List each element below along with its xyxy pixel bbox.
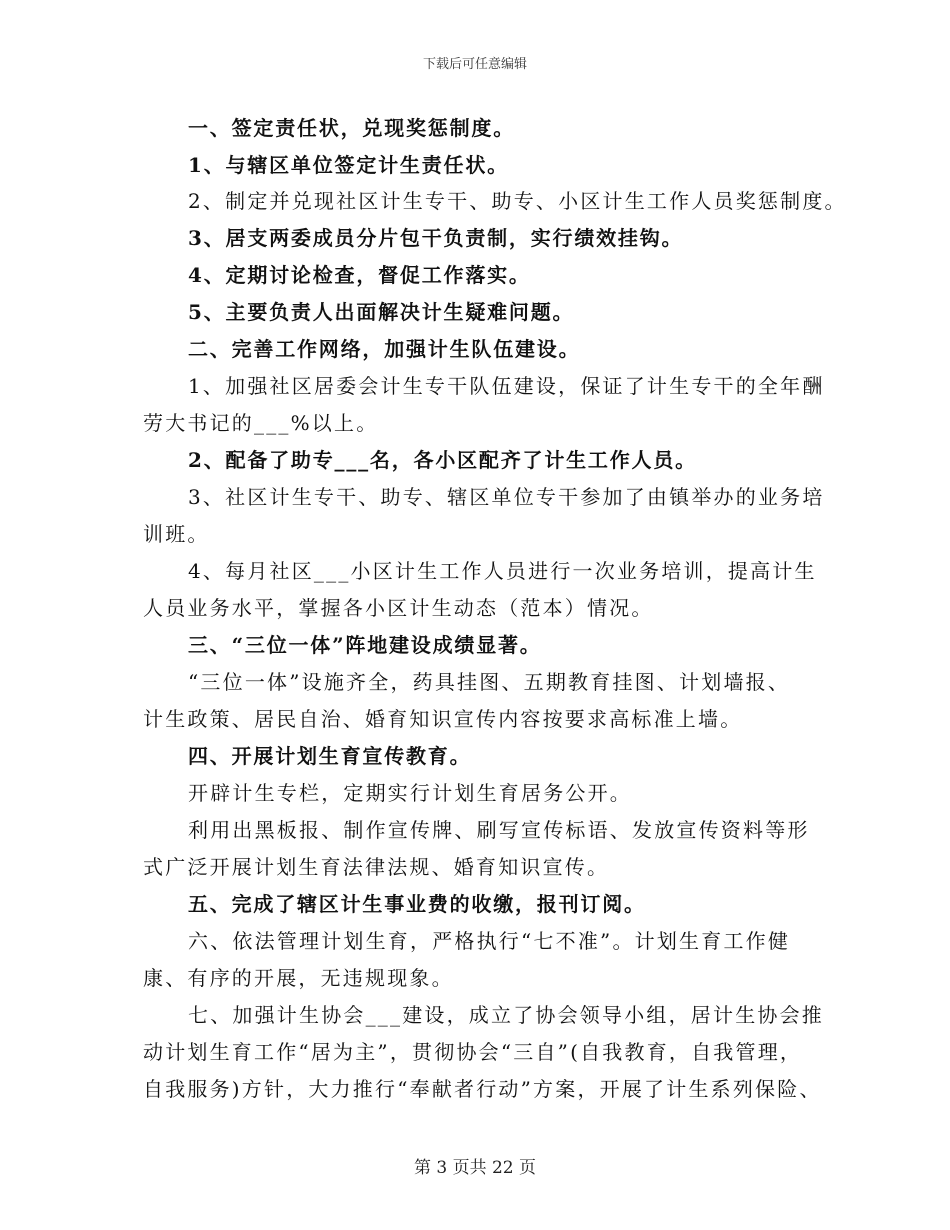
section-heading-3: 三、“三位一体”阵地建设成绩显著。	[188, 633, 542, 657]
paragraph-line: 5、主要负责人出面解决计生疑难问题。	[188, 300, 575, 324]
paragraph-line: 动计划生育工作“居为主”，贯彻协会“三自”(自我教育，自我管理，	[143, 1040, 803, 1064]
section-heading-6: 六、依法管理计划生育，严格执行“七不准”。计划生育工作健	[188, 929, 791, 953]
paragraph-line: 训班。	[143, 522, 210, 546]
paragraph-line: 3、社区计生专干、助专、辖区单位专干参加了由镇举办的业务培	[188, 485, 825, 509]
section-heading-7: 七、加强计生协会___建设，成立了协会领导小组，居计生协会推	[188, 1003, 824, 1027]
paragraph-line: 3、居支两委成员分片包干负责制，实行绩效挂钩。	[188, 226, 684, 250]
section-heading-1: 一、签定责任状，兑现奖惩制度。	[188, 116, 515, 140]
section-heading-2: 二、完善工作网络，加强计生队伍建设。	[188, 337, 581, 361]
paragraph-line: 利用出黑板报、制作宣传牌、刷写宣传标语、发放宣传资料等形	[188, 818, 810, 842]
paragraph-line: 4、每月社区___小区计生工作人员进行一次业务培训，提高计生	[188, 559, 817, 583]
section-heading-5: 五、完成了辖区计生事业费的收缴，报刊订阅。	[188, 892, 646, 916]
paragraph-line: 人员业务水平，掌握各小区计生动态（范本）情况。	[143, 596, 654, 620]
paragraph-line: 式广泛开展计划生育法律法规、婚育知识宣传。	[143, 855, 610, 879]
paragraph-line: 4、定期讨论检查，督促工作落实。	[188, 263, 531, 287]
paragraph-line: 自我服务)方针，大力推行“奉献者行动”方案，开展了计生系列保险、	[143, 1077, 822, 1101]
paragraph-line: “三位一体”设施齐全，药具挂图、五期教育挂图、计划墙报、	[188, 670, 791, 694]
page-header-note: 下载后可任意编辑	[422, 57, 527, 72]
paragraph-line: 计生政策、居民自治、婚育知识宣传内容按要求高标准上墙。	[143, 707, 743, 731]
page-number: 第 3 页共 22 页	[413, 1158, 537, 1178]
paragraph-line: 2、制定并兑现社区计生专干、助专、小区计生工作人员奖惩制度。	[188, 189, 847, 213]
section-heading-4: 四、开展计划生育宣传教育。	[188, 744, 472, 768]
paragraph-line: 1、加强社区居委会计生专干队伍建设，保证了计生专干的全年酬	[188, 374, 825, 398]
paragraph-line: 劳大书记的___%以上。	[143, 411, 379, 435]
paragraph-line: 开辟计生专栏，定期实行计划生育居务公开。	[188, 781, 632, 805]
paragraph-line: 2、配备了助专___名，各小区配齐了计生工作人员。	[188, 448, 697, 472]
paragraph-line: 康、有序的开展，无违规现象。	[143, 966, 454, 990]
paragraph-line: 1、与辖区单位签定计生责任状。	[188, 153, 509, 177]
